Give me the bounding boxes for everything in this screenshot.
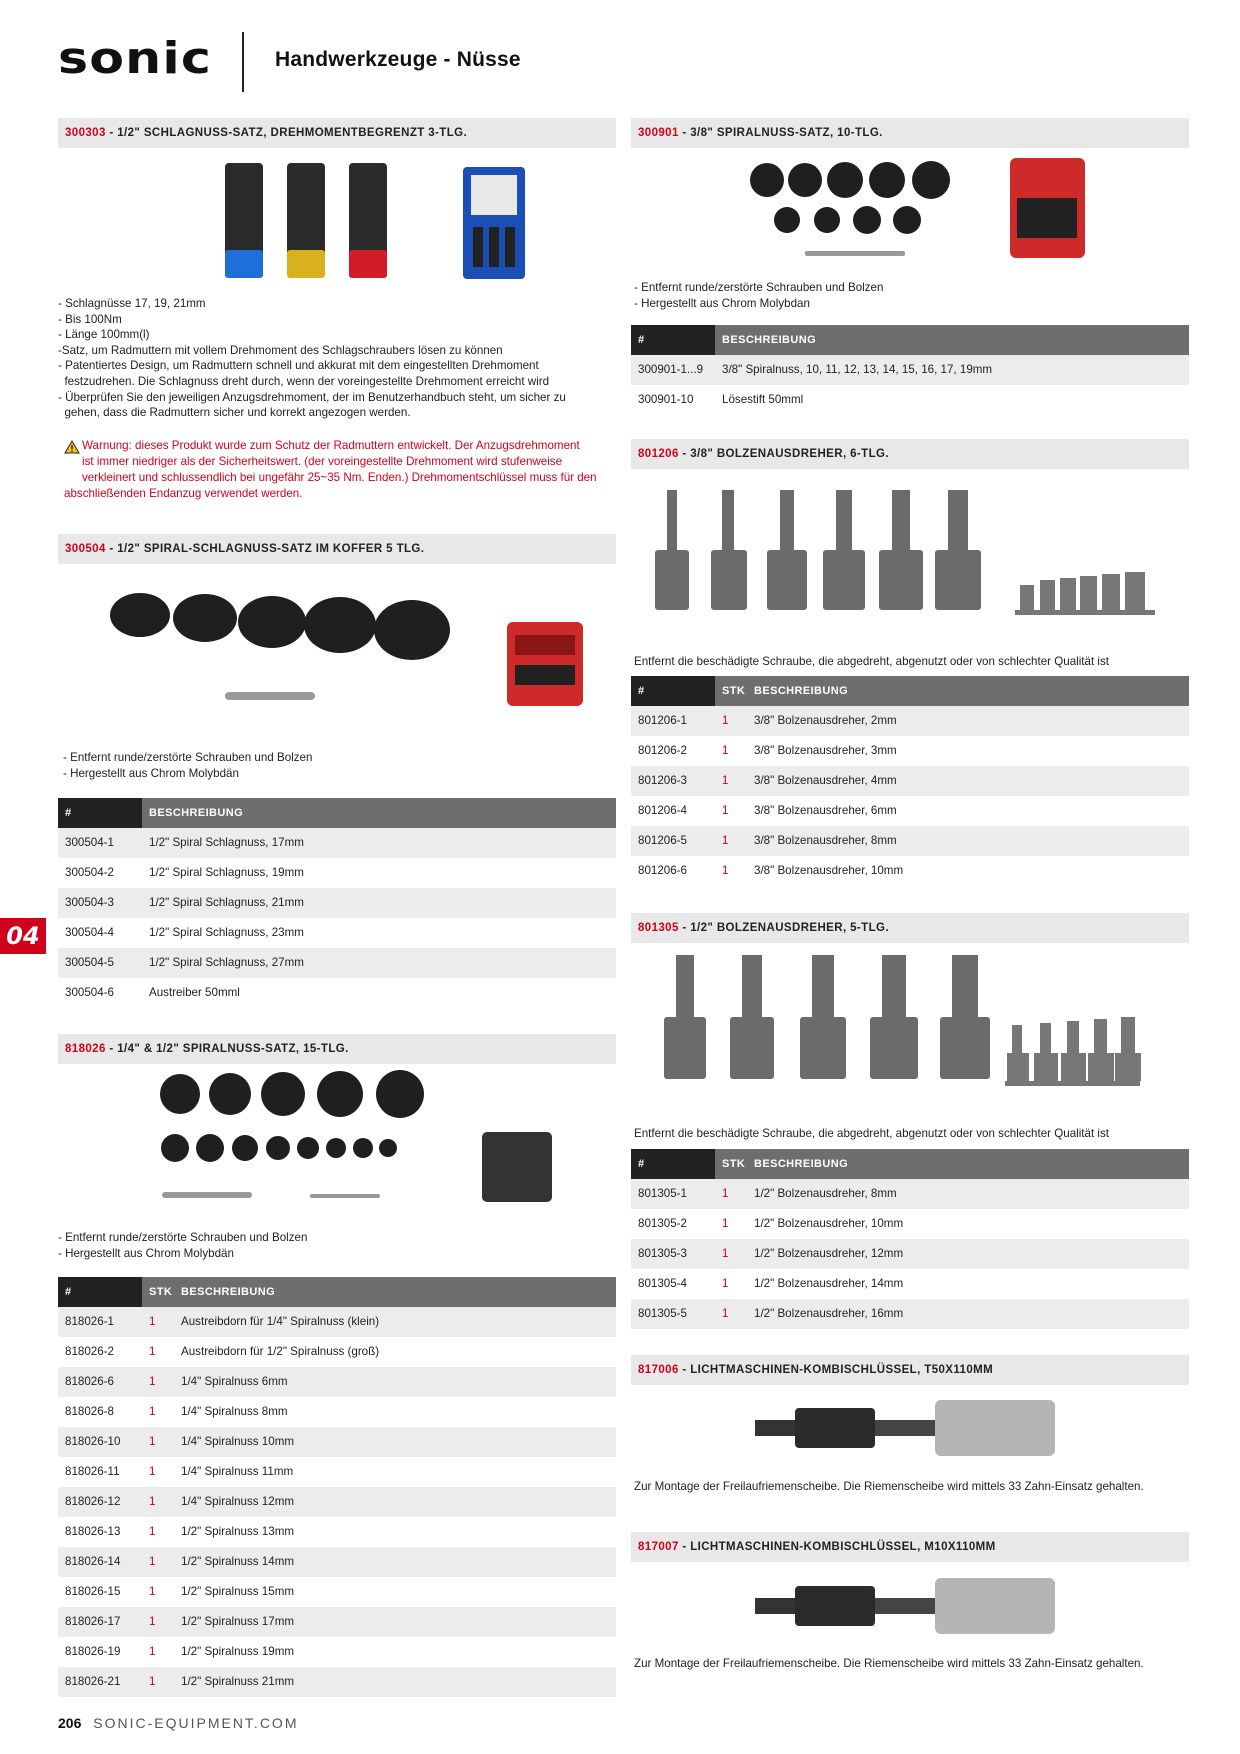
cell-part-number: 300504-3 — [65, 896, 114, 909]
cell-description: 1/2" Bolzenausdreher, 8mm — [754, 1187, 897, 1200]
product-code: 801206 — [638, 448, 679, 460]
cell-description: 3/8" Bolzenausdreher, 3mm — [754, 744, 897, 757]
warning-line: ist immer niedriger als der Sicherheitswert. (der voreingestellte Drehmoment wird stufenweise — [82, 455, 563, 468]
product-title: - 3/8" BOLZENAUSDREHER, 6-TLG. — [678, 448, 889, 460]
cell-description: 3/8" Bolzenausdreher, 8mm — [754, 834, 897, 847]
product-code: 817006 — [638, 1364, 679, 1376]
cell-description: 1/2" Bolzenausdreher, 16mm — [754, 1307, 904, 1320]
cell-part-number: 818026-17 — [65, 1615, 121, 1628]
cell-description: 3/8" Spiralnuss, 10, 11, 12, 13, 14, 15, 16, 17, 19mm — [722, 363, 993, 376]
parts-table-300901 — [631, 325, 1189, 415]
feature-item: - Überprüfen Sie den jeweiligen Anzugsdrehmoment, der im Benutzerhandbuch steht, um sicher zu — [58, 390, 566, 404]
table-header — [58, 1277, 616, 1307]
alternator-tool-t50-image — [755, 1396, 1065, 1458]
parts-table-801206 — [631, 676, 1189, 886]
table-row — [58, 888, 616, 918]
cell-description: 1/2" Spiralnuss 21mm — [181, 1675, 295, 1688]
table-row — [58, 1397, 616, 1427]
section-heading — [58, 118, 616, 148]
table-row — [58, 1577, 616, 1607]
cell-qty: 1 — [149, 1525, 156, 1538]
cell-part-number: 818026-10 — [65, 1435, 121, 1448]
table-row — [58, 1517, 616, 1547]
cell-description: 1/4" Spiralnuss 12mm — [181, 1495, 295, 1508]
cell-part-number: 818026-11 — [65, 1465, 120, 1478]
cell-qty: 1 — [149, 1405, 156, 1418]
header-divider — [242, 32, 244, 92]
cell-qty: 1 — [722, 1307, 729, 1320]
cell-description: 1/2" Bolzenausdreher, 14mm — [754, 1277, 904, 1290]
col-header-description: BESCHREIBUNG — [722, 334, 817, 346]
table-row — [631, 856, 1189, 886]
product-title: - 1/2" BOLZENAUSDREHER, 5-TLG. — [678, 922, 889, 934]
parts-table-300504 — [58, 798, 616, 1008]
feature-item: - Entfernt runde/zerstörte Schrauben und Bolzen — [634, 281, 884, 294]
cell-part-number: 801305-4 — [638, 1277, 687, 1290]
spiral-socket-10pc-image — [745, 158, 1185, 268]
table-row — [631, 1209, 1189, 1239]
cell-qty: 1 — [149, 1645, 156, 1658]
cell-description: 1/4" Spiralnuss 8mm — [181, 1405, 288, 1418]
cell-part-number: 801206-2 — [638, 744, 687, 757]
col-header-number: # — [631, 1149, 715, 1179]
table-row — [631, 1299, 1189, 1329]
product-code: 817007 — [638, 1541, 679, 1553]
table-row — [631, 385, 1189, 415]
cell-description: 3/8" Bolzenausdreher, 6mm — [754, 804, 897, 817]
feature-list — [58, 1230, 307, 1261]
product-title: - 1/4" & 1/2" SPIRALNUSS-SATZ, 15-TLG. — [105, 1043, 349, 1055]
cell-part-number: 818026-2 — [65, 1345, 114, 1358]
cell-qty: 1 — [149, 1315, 156, 1328]
cell-qty: 1 — [722, 1277, 729, 1290]
feature-list — [58, 296, 566, 421]
product-code: 801305 — [638, 922, 679, 934]
table-row — [58, 918, 616, 948]
cell-qty: 1 — [722, 774, 729, 787]
col-header-description: BESCHREIBUNG — [754, 685, 849, 697]
chapter-tab: 04 — [0, 918, 46, 954]
warning-line: abschließenden Endanzug verwendet werden. — [64, 487, 303, 500]
table-header — [631, 676, 1189, 706]
cell-description: Lösestift 50mml — [722, 393, 804, 406]
table-row — [58, 1547, 616, 1577]
product-description: Entfernt die beschädigte Schraube, die abgedreht, abgenutzt oder von schlechter Qualität ist — [634, 655, 1110, 668]
cell-qty: 1 — [722, 864, 729, 877]
feature-item: - Hergestellt aus Chrom Molybdän — [63, 766, 239, 780]
cell-part-number: 300504-5 — [65, 956, 114, 969]
cell-description: 1/2" Spiral Schlagnuss, 21mm — [149, 896, 304, 909]
page-footer — [58, 1715, 298, 1731]
col-header-number: # — [58, 798, 142, 828]
table-row — [58, 1637, 616, 1667]
table-row — [58, 1307, 616, 1337]
product-title: - 1/2" SCHLAGNUSS-SATZ, DREHMOMENTBEGRENZT 3-TLG. — [105, 127, 468, 139]
table-row — [631, 1179, 1189, 1209]
cell-description: 1/2" Bolzenausdreher, 10mm — [754, 1217, 904, 1230]
table-row — [631, 766, 1189, 796]
cell-description: 1/2" Spiralnuss 17mm — [181, 1615, 295, 1628]
section-801206 — [631, 439, 1189, 469]
cell-qty: 1 — [722, 714, 729, 727]
cell-description: Austreiber 50mml — [149, 986, 240, 999]
bolt-extractor-5pc-image — [660, 955, 1150, 1090]
col-header-number: # — [631, 325, 715, 355]
cell-part-number: 300504-1 — [65, 836, 114, 849]
col-header-qty: STK — [722, 685, 746, 697]
cell-qty: 1 — [722, 1217, 729, 1230]
parts-table-801305 — [631, 1149, 1189, 1329]
cell-qty: 1 — [149, 1345, 156, 1358]
cell-qty: 1 — [149, 1435, 156, 1448]
cell-part-number: 818026-19 — [65, 1645, 121, 1658]
table-header — [631, 325, 1189, 355]
logo-text: sonic — [58, 33, 212, 84]
cell-description: 1/2" Spiralnuss 14mm — [181, 1555, 295, 1568]
table-row — [631, 796, 1189, 826]
cell-description: 3/8" Bolzenausdreher, 2mm — [754, 714, 897, 727]
spiral-socket-15pc-image — [150, 1068, 560, 1213]
cell-description: Austreibdorn für 1/4" Spiralnuss (klein) — [181, 1315, 380, 1328]
cell-part-number: 801206-5 — [638, 834, 687, 847]
table-row — [631, 1269, 1189, 1299]
cell-part-number: 801206-6 — [638, 864, 687, 877]
table-header — [58, 798, 616, 828]
feature-item: - Länge 100mm(l) — [58, 328, 150, 342]
col-header-description: BESCHREIBUNG — [149, 807, 244, 819]
sonic-logo — [58, 33, 212, 84]
page-number: 206 — [58, 1715, 82, 1731]
section-300504 — [58, 534, 616, 564]
cell-part-number: 300504-4 — [65, 926, 114, 939]
cell-part-number: 801305-3 — [638, 1247, 687, 1260]
cell-part-number: 801305-1 — [638, 1187, 687, 1200]
cell-part-number: 818026-14 — [65, 1555, 121, 1568]
cell-description: 3/8" Bolzenausdreher, 4mm — [754, 774, 897, 787]
section-heading — [58, 1034, 616, 1064]
feature-item: -Satz, um Radmuttern mit vollem Drehmoment des Schlagschraubers lösen zu können — [58, 343, 503, 357]
product-description: Entfernt die beschädigte Schraube, die abgedreht, abgenutzt oder von schlechter Qualität ist — [634, 1127, 1110, 1140]
table-row — [58, 1607, 616, 1637]
cell-part-number: 300901-1...9 — [638, 363, 704, 376]
table-row — [631, 736, 1189, 766]
cell-description: 3/8" Bolzenausdreher, 10mm — [754, 864, 904, 877]
cell-part-number: 801305-5 — [638, 1307, 687, 1320]
cell-qty: 1 — [722, 744, 729, 757]
cell-qty: 1 — [149, 1615, 156, 1628]
cell-part-number: 818026-12 — [65, 1495, 121, 1508]
col-header-qty: STK — [149, 1286, 173, 1298]
cell-part-number: 801206-3 — [638, 774, 687, 787]
col-header-number: # — [58, 1277, 142, 1307]
cell-part-number: 818026-13 — [65, 1525, 121, 1538]
feature-item: - Schlagnüsse 17, 19, 21mm — [58, 297, 206, 310]
cell-description: 1/2" Spiral Schlagnuss, 27mm — [149, 956, 304, 969]
bolt-extractor-6pc-image — [655, 490, 1165, 620]
table-row — [58, 828, 616, 858]
table-row — [58, 978, 616, 1008]
cell-qty: 1 — [722, 1247, 729, 1260]
case-image — [505, 620, 585, 710]
col-header-qty: STK — [722, 1158, 746, 1170]
cell-description: 1/2" Spiral Schlagnuss, 19mm — [149, 866, 304, 879]
cell-qty: 1 — [722, 1187, 729, 1200]
cell-qty: 1 — [722, 834, 729, 847]
cell-qty: 1 — [149, 1495, 156, 1508]
product-code: 300901 — [638, 127, 679, 139]
table-row — [58, 1457, 616, 1487]
section-818026 — [58, 1034, 616, 1064]
cell-description: Austreibdorn für 1/2" Spiralnuss (groß) — [181, 1345, 380, 1358]
table-row — [631, 355, 1189, 385]
table-header — [631, 1149, 1189, 1179]
cell-qty: 1 — [149, 1555, 156, 1568]
feature-item: gehen, dass die Radmuttern sicher und korrekt angezogen werden. — [58, 406, 411, 420]
cell-description: 1/4" Spiralnuss 10mm — [181, 1435, 295, 1448]
section-heading — [631, 118, 1189, 148]
table-row — [58, 1487, 616, 1517]
product-title: - 1/2" SPIRAL-SCHLAGNUSS-SATZ IM KOFFER 5 TLG. — [105, 543, 425, 555]
cell-description: 1/2" Spiralnuss 19mm — [181, 1645, 295, 1658]
cell-description: 1/2" Spiral Schlagnuss, 23mm — [149, 926, 304, 939]
feature-item: - Entfernt runde/zerstörte Schrauben und Bolzen — [58, 1231, 308, 1244]
cell-description: 1/4" Spiralnuss 11mm — [181, 1465, 294, 1478]
warning-text — [64, 438, 597, 502]
product-description: Zur Montage der Freilaufriemenscheibe. Die Riemenscheibe wird mittels 33 Zahn-Einsatz gehalten. — [634, 1657, 1144, 1670]
cell-part-number: 818026-8 — [65, 1405, 114, 1418]
feature-item: - Bis 100Nm — [58, 312, 122, 326]
section-heading — [631, 1355, 1189, 1385]
product-code: 818026 — [65, 1043, 106, 1055]
parts-table-818026 — [58, 1277, 616, 1697]
cell-part-number: 300901-10 — [638, 393, 694, 406]
cell-description: 1/4" Spiralnuss 6mm — [181, 1375, 288, 1388]
impact-socket-set-image — [215, 155, 535, 285]
table-row — [58, 1667, 616, 1697]
feature-list — [634, 280, 883, 311]
table-row — [631, 706, 1189, 736]
cell-description: 1/2" Spiralnuss 13mm — [181, 1525, 295, 1538]
cell-description: 1/2" Spiralnuss 15mm — [181, 1585, 295, 1598]
product-code: 300504 — [65, 543, 106, 555]
warning-line: Warnung: dieses Produkt wurde zum Schutz der Radmuttern entwickelt. Der Anzugsdrehmoment — [82, 439, 580, 452]
page-title: Handwerkzeuge - Nüsse — [275, 48, 521, 71]
cell-qty: 1 — [149, 1465, 156, 1478]
website-link[interactable]: SONIC-EQUIPMENT.COM — [93, 1715, 299, 1731]
product-description: Zur Montage der Freilaufriemenscheibe. Die Riemenscheibe wird mittels 33 Zahn-Einsatz gehalten. — [634, 1480, 1144, 1493]
cell-part-number: 300504-2 — [65, 866, 114, 879]
cell-description: 1/2" Spiral Schlagnuss, 17mm — [149, 836, 304, 849]
table-row — [58, 1367, 616, 1397]
table-row — [631, 1239, 1189, 1269]
section-heading — [58, 534, 616, 564]
cell-part-number: 818026-15 — [65, 1585, 121, 1598]
section-heading — [631, 1532, 1189, 1562]
cell-qty: 1 — [149, 1375, 156, 1388]
cell-part-number: 818026-6 — [65, 1375, 114, 1388]
section-817006 — [631, 1355, 1189, 1385]
product-title: - 3/8" SPIRALNUSS-SATZ, 10-TLG. — [678, 127, 883, 139]
product-title: - LICHTMASCHINEN-KOMBISCHLÜSSEL, M10X110MM — [678, 1541, 996, 1553]
table-row — [58, 948, 616, 978]
table-row — [58, 1337, 616, 1367]
cell-part-number: 818026-21 — [65, 1675, 121, 1688]
feature-item: festzudrehen. Die Schlagnuss dreht durch, wenn der voreingestellte Drehmoment erreicht wird — [58, 374, 550, 388]
section-817007 — [631, 1532, 1189, 1562]
col-header-description: BESCHREIBUNG — [181, 1286, 276, 1298]
section-heading — [631, 913, 1189, 943]
section-300901 — [631, 118, 1189, 148]
table-row — [58, 1427, 616, 1457]
section-heading — [631, 439, 1189, 469]
cell-description: 1/2" Bolzenausdreher, 12mm — [754, 1247, 904, 1260]
cell-part-number: 818026-1 — [65, 1315, 114, 1328]
cell-qty: 1 — [149, 1585, 156, 1598]
product-code: 300303 — [65, 127, 106, 139]
feature-item: - Hergestellt aus Chrom Molybdän — [58, 1246, 234, 1260]
table-row — [631, 826, 1189, 856]
feature-item: - Entfernt runde/zerstörte Schrauben und Bolzen — [63, 751, 313, 764]
section-300303 — [58, 118, 616, 148]
feature-item: - Patentiertes Design, um Radmuttern schnell und akkurat mit dem eingestellten Drehmoment — [58, 359, 539, 373]
cell-part-number: 300504-6 — [65, 986, 114, 999]
feature-list — [63, 750, 312, 781]
warning-line: verkleinert und schlussendlich bei ungefähr 25~35 Nm. Enden.) Drehmomentschlüssel muss für den — [82, 471, 597, 484]
spiral-socket-set-image — [100, 580, 550, 720]
table-row — [58, 858, 616, 888]
product-title: - LICHTMASCHINEN-KOMBISCHLÜSSEL, T50X110MM — [678, 1364, 994, 1376]
cell-part-number: 801206-1 — [638, 714, 687, 727]
cell-part-number: 801305-2 — [638, 1217, 687, 1230]
cell-part-number: 801206-4 — [638, 804, 687, 817]
section-801305 — [631, 913, 1189, 943]
feature-item: - Hergestellt aus Chrom Molybdan — [634, 296, 810, 310]
col-header-number: # — [631, 676, 715, 706]
col-header-description: BESCHREIBUNG — [754, 1158, 849, 1170]
cell-qty: 1 — [722, 804, 729, 817]
cell-qty: 1 — [149, 1675, 156, 1688]
warning-icon — [64, 440, 80, 454]
alternator-tool-m10-image — [755, 1574, 1065, 1636]
